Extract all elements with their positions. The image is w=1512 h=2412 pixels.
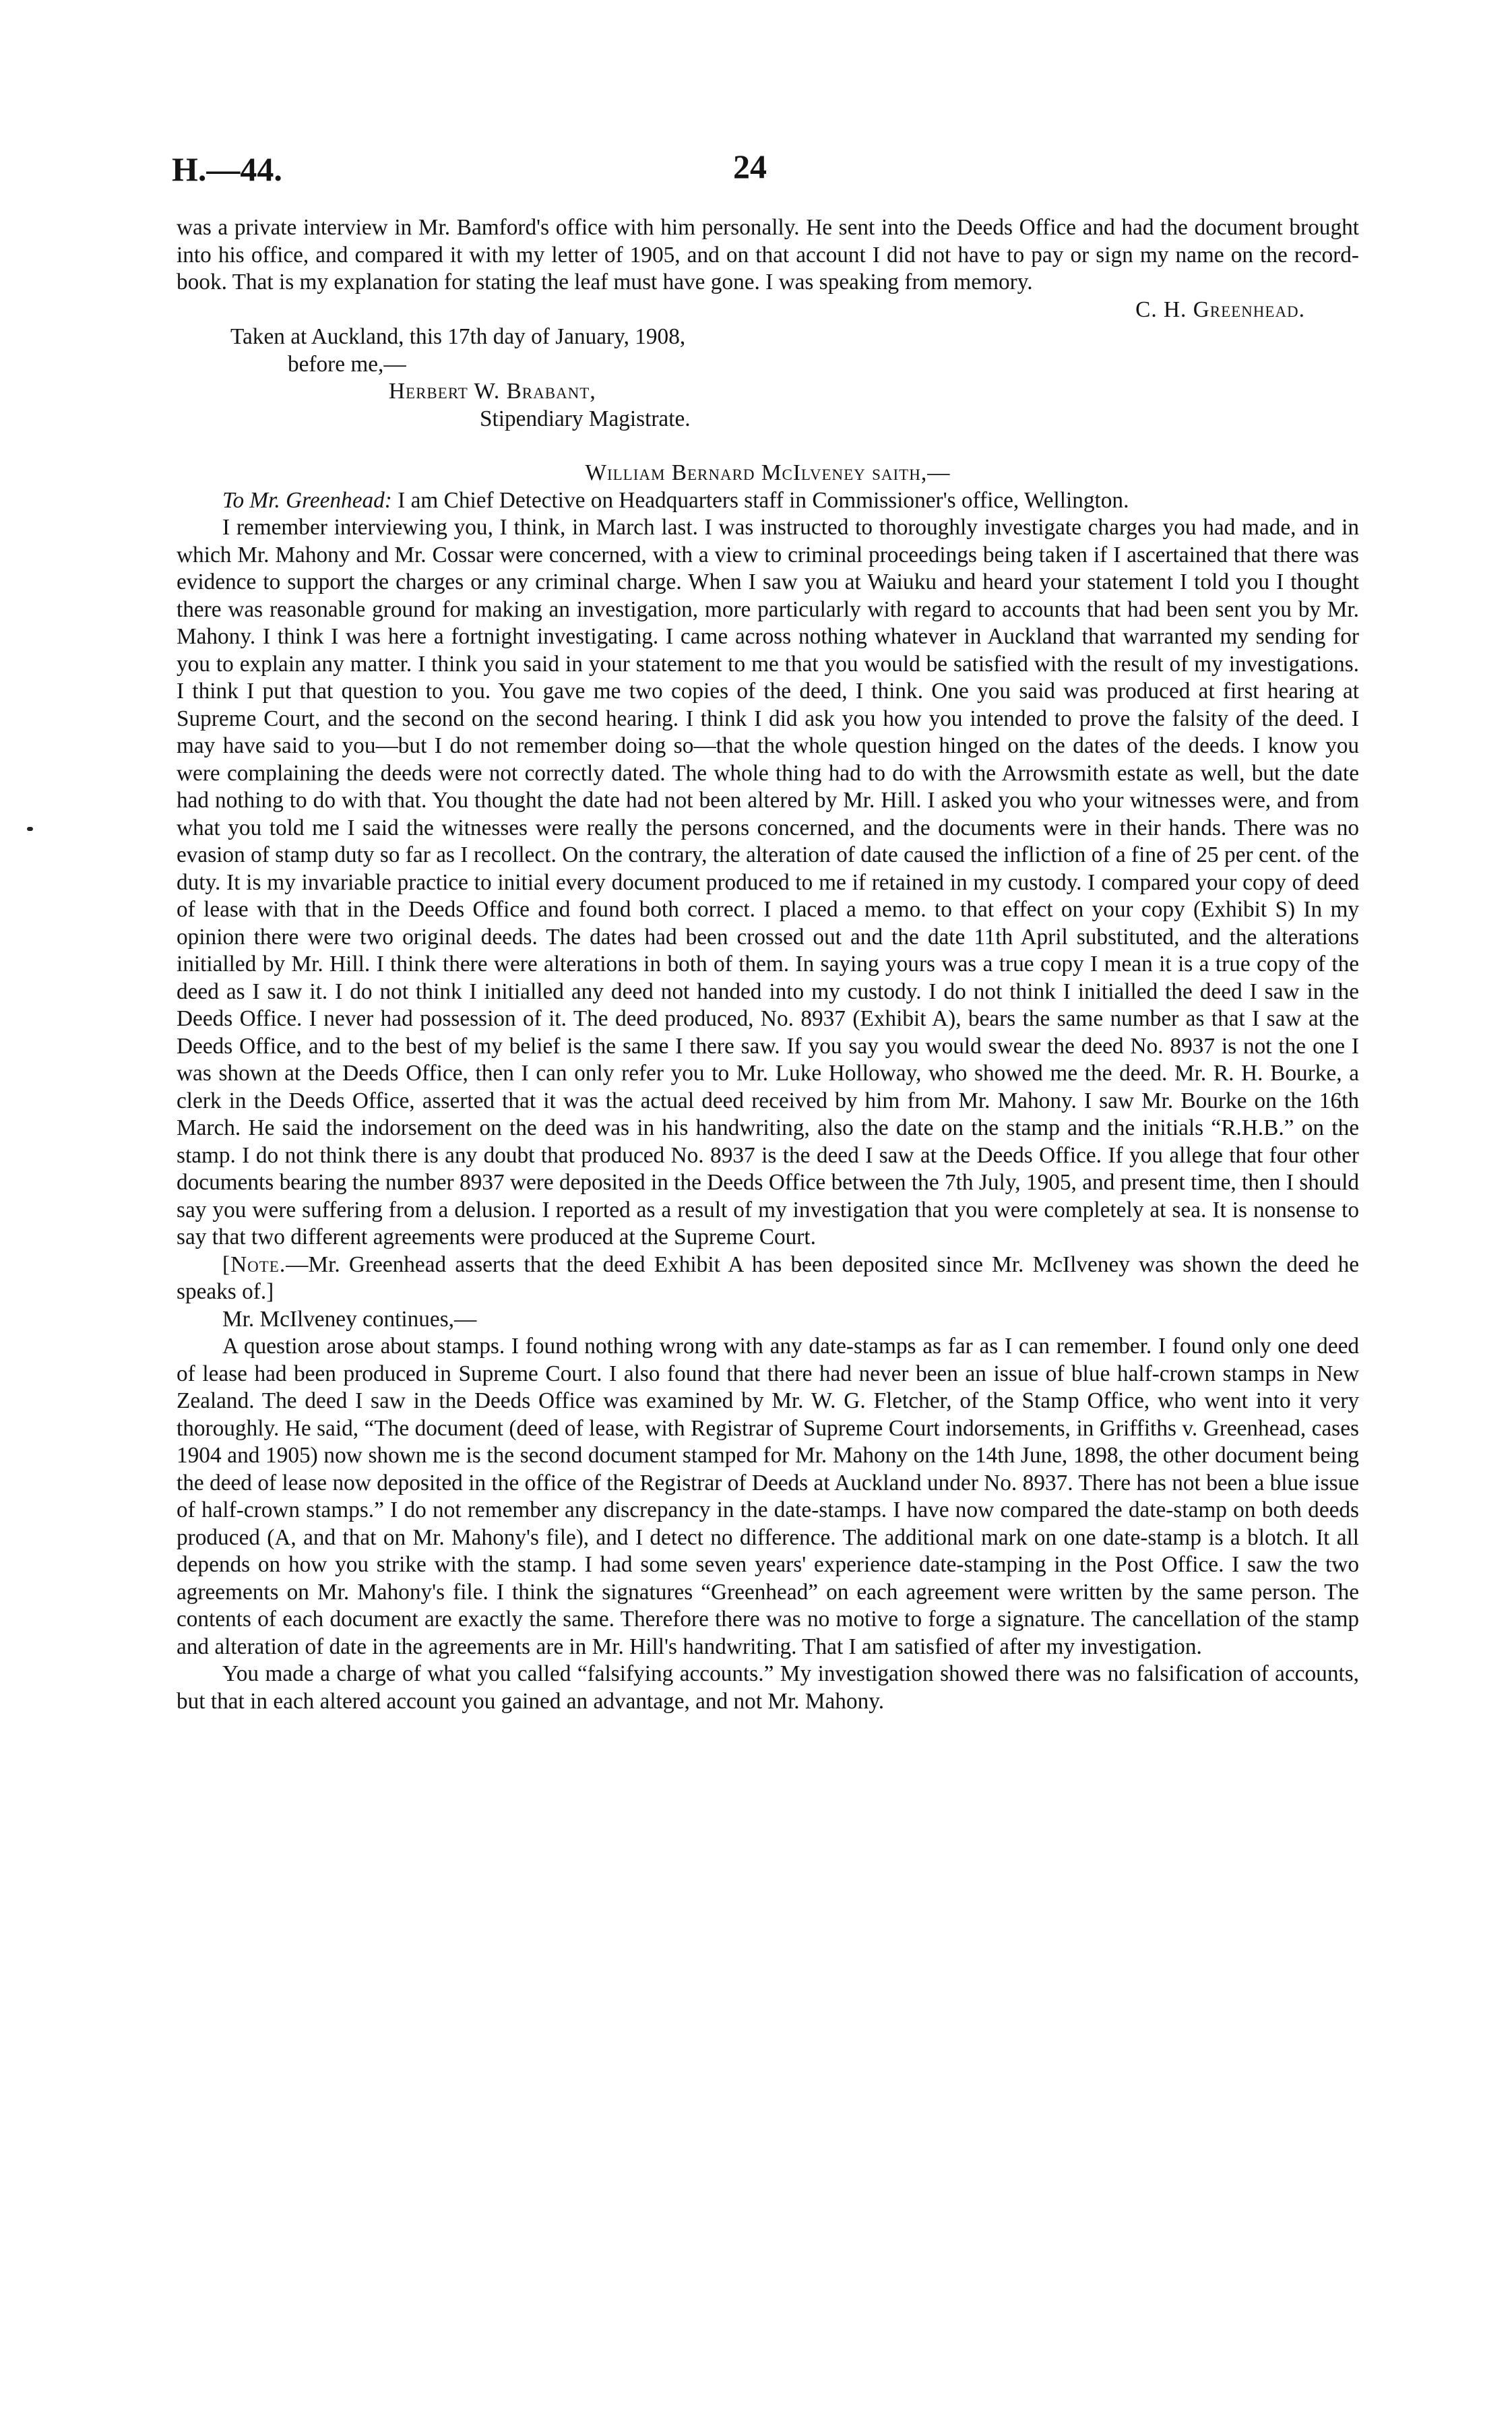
margin-mark <box>27 827 33 831</box>
testimony-paragraph-1: I remember interviewing you, I think, in March last. I was instructed to thoroughly investigate charges you had made, and in which Mr. Mahony and Mr. Cossar were concerned, with a view to criminal proceedings being taken if I ascertained that there was evidence to support the charges or any criminal charge. When I saw you at Waiuku and heard your statement I told you I thought there was reasonable ground for making an investigation, more particularly with regard to accounts that had been sent you by Mr. Mahony. I think I was here a fortnight investigating. I came across nothing whatever in Auckland that warranted my sending for you to explain any matter. I think you said in your statement to me that you would be satisfied with the result of my investigations. I think I put that question to you. You gave me two copies of the deed, I think. One you said was produced at first hearing at Supreme Court, and the second on the second hearing. I think I did ask you how you intended to prove the falsity of the deed. I may have said to you—but I do not remember doing so—that the whole question hinged on the dates of the deeds. I know you were complaining the deeds were not correctly dated. The whole thing had to do with the Arrowsmith estate as well, but the date had nothing to do with that. You thought the date had not been altered by Mr. Hill. I asked you who your witnesses were, and from what you told me I said the witnesses were really the persons concerned, and the documents were in their hands. There was no evasion of stamp duty so far as I recollect. On the contrary, the alteration of date caused the infliction of a fine of 25 per cent. of the duty. It is my invariable practice to initial every document produced to me if retained in my custody. I compared your copy of deed of lease with that in the Deeds Office and found both correct. I placed a memo. to that effect on your copy (Exhibit S) In my opinion there were two original deeds. The dates had been crossed out and the date 11th April substituted, and the alterations initialled by Mr. Hill. I think there were alterations in both of them. In saying yours was a true copy I mean it is a true copy of the deed as I saw it. I do not think I initialled any deed not handed into my custody. I do not think I initialled the deed I saw in the Deeds Office. I never had possession of it. The deed produced, No. 8937 (Exhibit A), bears the same number as that I saw at the Deeds Office, and to the best of my belief is the same I there saw. If you say you would swear the deed No. 8937 is not the one I was shown at the Deeds Office, then I can only refer you to Mr. Luke Holloway, who showed me the deed. Mr. R. H. Bourke, a clerk in the Deeds Office, asserted that it was the actual deed received by him from Mr. Mahony. I saw Mr. Bourke on the 16th March. He said the indorsement on the deed was in his handwriting, also the date on the stamp and the initials “R.H.B.” on the stamp. I do not think there is any doubt that produced No. 8937 is the deed I saw at the Deeds Office. If you allege that four other documents bearing the number 8937 were deposited in the Deeds Office between the 7th July, 1905, and present time, then I should say you were suffering from a delusion. I reported as a result of my investigation that you were completely at sea. It is nonsense to say that two different agreements were produced at the Supreme Court. <box>177 515 1359 1249</box>
magistrate-title: Stipendiary Magistrate. <box>480 406 691 431</box>
witness-heading: William Bernard McIlveney saith,— <box>585 460 951 485</box>
testimony-paragraph-3: You made a charge of what you called “falsifying accounts.” My investigation showed there was no falsification of accounts, but that in each altered account you gained an advantage, and not Mr. Mahony. <box>177 1661 1359 1714</box>
jurat-taken: Taken at Auckland, this 17th day of January, 1908, <box>230 324 686 349</box>
note-text: —Mr. Greenhead asserts that the deed Exhibit A has been deposited since Mr. McIlveney was shown the deed he speaks of.] <box>177 1251 1359 1304</box>
section-spacer <box>177 433 1359 460</box>
deponent-signature: C. H. Greenhead. <box>1135 297 1305 322</box>
note-label: [Note. <box>222 1251 286 1277</box>
examiner-label: To Mr. Greenhead: <box>222 487 392 513</box>
continues-line: Mr. McIlveney continues,— <box>222 1306 477 1332</box>
examination-opening-text: I am Chief Detective on Headquarters staff in Commissioner's office, Wellington. <box>391 487 1129 513</box>
examination-opening <box>177 487 1359 515</box>
editorial-note <box>177 1251 1359 1306</box>
magistrate-name: Herbert W. Brabant, <box>389 379 596 404</box>
jurat-before: before me,— <box>288 351 406 377</box>
body-text <box>177 214 1359 1715</box>
testimony-paragraph-2: A question arose about stamps. I found nothing wrong with any date-stamps as far as I can remember. I found only one deed of lease had been produced in Supreme Court. I also found that there had never been an issue of blue half-crown stamps in New Zealand. The deed I saw in the Deeds Office was examined by Mr. W. G. Fletcher, of the Stamp Office, who went into it very thoroughly. He said, “The document (deed of lease, with Registrar of Supreme Court indorsements, in Griffiths v. Greenhead, cases 1904 and 1905) now shown me is the second document stamped for Mr. Mahony on the 14th June, 1898, the other document being the deed of lease now deposited in the office of the Registrar of Deeds at Auckland under No. 8937. There has not been a blue issue of half-crown stamps.” I do not remember any discrepancy in the date-stamps. I have now compared the date-stamp on both deeds produced (A, and that on Mr. Mahony's file), and I detect no difference. The additional mark on one date-stamp is a blotch. It all depends on how you strike with the stamp. I had some seven years' experience date-stamping in the Post Office. I saw the two agreements on Mr. Mahony's file. I think the signatures “Greenhead” on each agreement were written by the same person. The contents of each document are exactly the same. Therefore there was no motive to forge a signature. The cancellation of the stamp and alteration of date in the agreements are in Mr. Hill's handwriting. That I am satisfied of after my investigation. <box>177 1334 1359 1659</box>
page-number: 24 <box>733 148 767 185</box>
continued-paragraph: was a private interview in Mr. Bamford's office with him personally. He sent into the Deeds Office and had the document brought into his office, and compared it with my letter of 1905, and on that account I did not have to pay or sign my name on the record-book. That is my explanation for stating the leaf must have gone. I was speaking from memory. <box>177 215 1359 295</box>
parliamentary-paper-reference: H.—44. <box>172 150 282 188</box>
